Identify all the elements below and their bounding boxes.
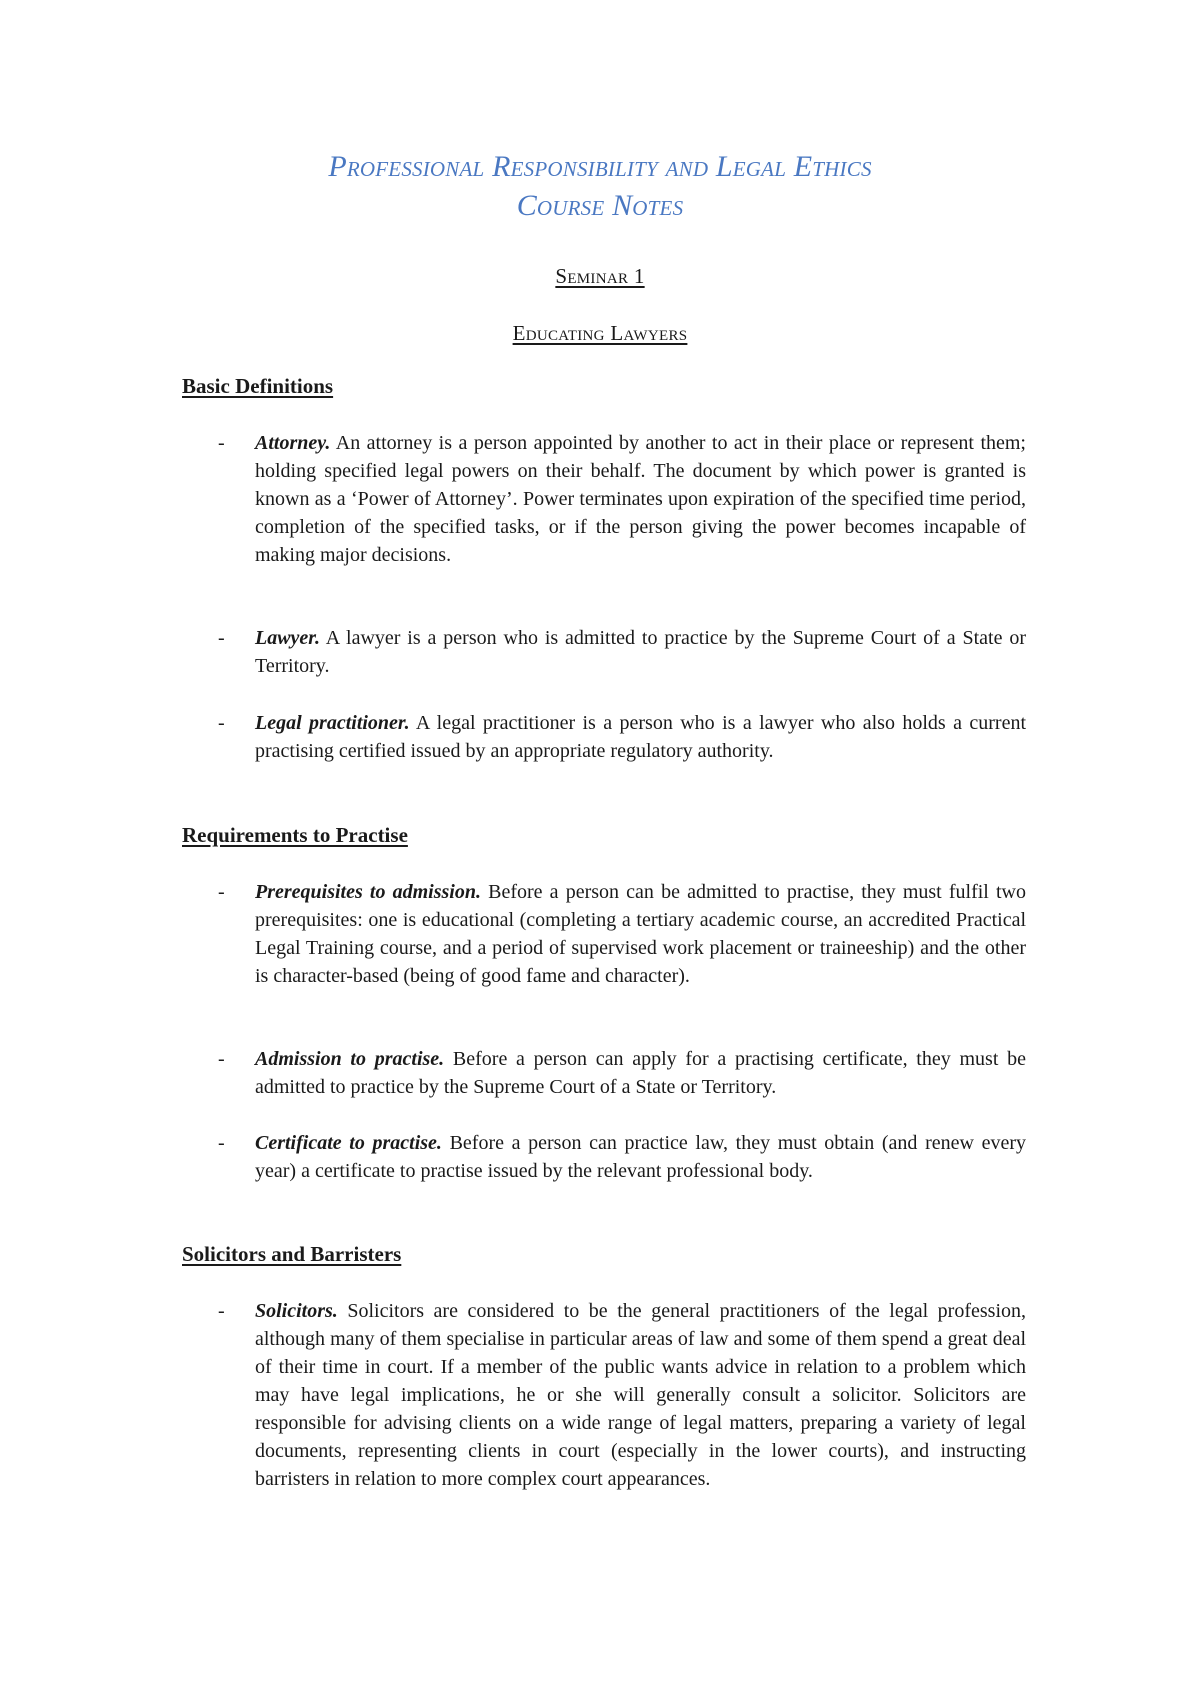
list-bullet: - — [218, 432, 225, 454]
list-bullet: - — [218, 1048, 225, 1070]
list-bullet: - — [218, 1132, 225, 1154]
definition-text: A legal practitioner is a person who is a lawyer who also holds a current practising certified issued by an appropriate regulatory authority. — [255, 712, 1027, 762]
definition-text: A lawyer is a person who is admitted to practice by the Supreme Court of a State or Territory. — [255, 627, 1026, 677]
defined-term: Solicitors. — [255, 1300, 338, 1322]
definition-text: Solicitors are considered to be the general practitioners of the legal profession, although many of them specialise in particular areas of law and some of them spend a great deal of their time in court. If a member of the public wants advice in relation to a problem which may have legal implications, he or she will generally consult a solicitor. Solicitors are responsible for advising clients on a wide range of legal matters, preparing a variety of legal documents, representing clients in court (especially in the lower courts), and instructing barristers in relation to more complex court appearances. — [255, 1300, 1026, 1490]
defined-term: Admission to practise. — [255, 1048, 445, 1070]
topic-heading: Educating Lawyers — [512, 321, 688, 345]
list-bullet: - — [218, 1300, 225, 1322]
list-item-text — [255, 1129, 1026, 1185]
defined-term: Lawyer. — [255, 627, 320, 649]
section-heading-basic-definitions: Basic Definitions — [182, 374, 334, 398]
defined-term: Attorney. — [255, 432, 331, 454]
list-item-legal-practitioner — [218, 709, 1026, 765]
definition-text: Before a person can practice law, they must obtain (and renew every year) a certificate to practise issued by the relevant professional body. — [255, 1132, 1026, 1182]
document-title-line-1: Professional Responsibility and Legal Ethics — [328, 150, 872, 183]
list-bullet: - — [218, 627, 225, 649]
definition-text: An attorney is a person appointed by another to act in their place or represent them; holding specified legal powers on their behalf. The document by which power is granted is known as a ‘Power of Attorney’. Power terminates upon expiration of the specified time period, completion of the specified tasks, or if the person giving the power becomes incapable of making major decisions. — [255, 432, 1026, 566]
list-bullet: - — [218, 712, 225, 734]
list-item-text — [255, 624, 1026, 680]
section-heading-requirements-to-practise: Requirements to Practise — [182, 823, 408, 847]
list-item-lawyer — [218, 624, 1026, 680]
list-item-text — [255, 1045, 1026, 1101]
defined-term: Legal practitioner. — [255, 712, 410, 734]
definition-text: Before a person can be admitted to practise, they must fulfil two prerequisites: one is educational (completing a tertiary academic course, an accredited Practical Legal Training course, and a period of supervised work placement or traineeship) and the other is character-based (being of good fame and character). — [255, 881, 1026, 987]
list-item-attorney — [218, 429, 1026, 569]
list-item-solicitors — [218, 1297, 1026, 1493]
list-item-text — [255, 1297, 1026, 1493]
list-bullet: - — [218, 881, 225, 903]
section-heading-solicitors-and-barristers: Solicitors and Barristers — [182, 1242, 402, 1266]
list-item-prerequisites-to-admission — [218, 878, 1026, 990]
document-title-line-2: Course Notes — [516, 189, 684, 222]
definition-text: Before a person can apply for a practising certificate, they must be admitted to practice by the Supreme Court of a State or Territory. — [255, 1048, 1026, 1098]
list-item-text — [255, 878, 1026, 990]
list-item-text — [255, 429, 1026, 569]
seminar-heading: Seminar 1 — [555, 264, 645, 288]
list-item-certificate-to-practise — [218, 1129, 1026, 1185]
defined-term: Prerequisites to admission. — [255, 881, 481, 903]
defined-term: Certificate to practise. — [255, 1132, 442, 1154]
list-item-admission-to-practise — [218, 1045, 1026, 1101]
list-item-text — [255, 709, 1026, 765]
